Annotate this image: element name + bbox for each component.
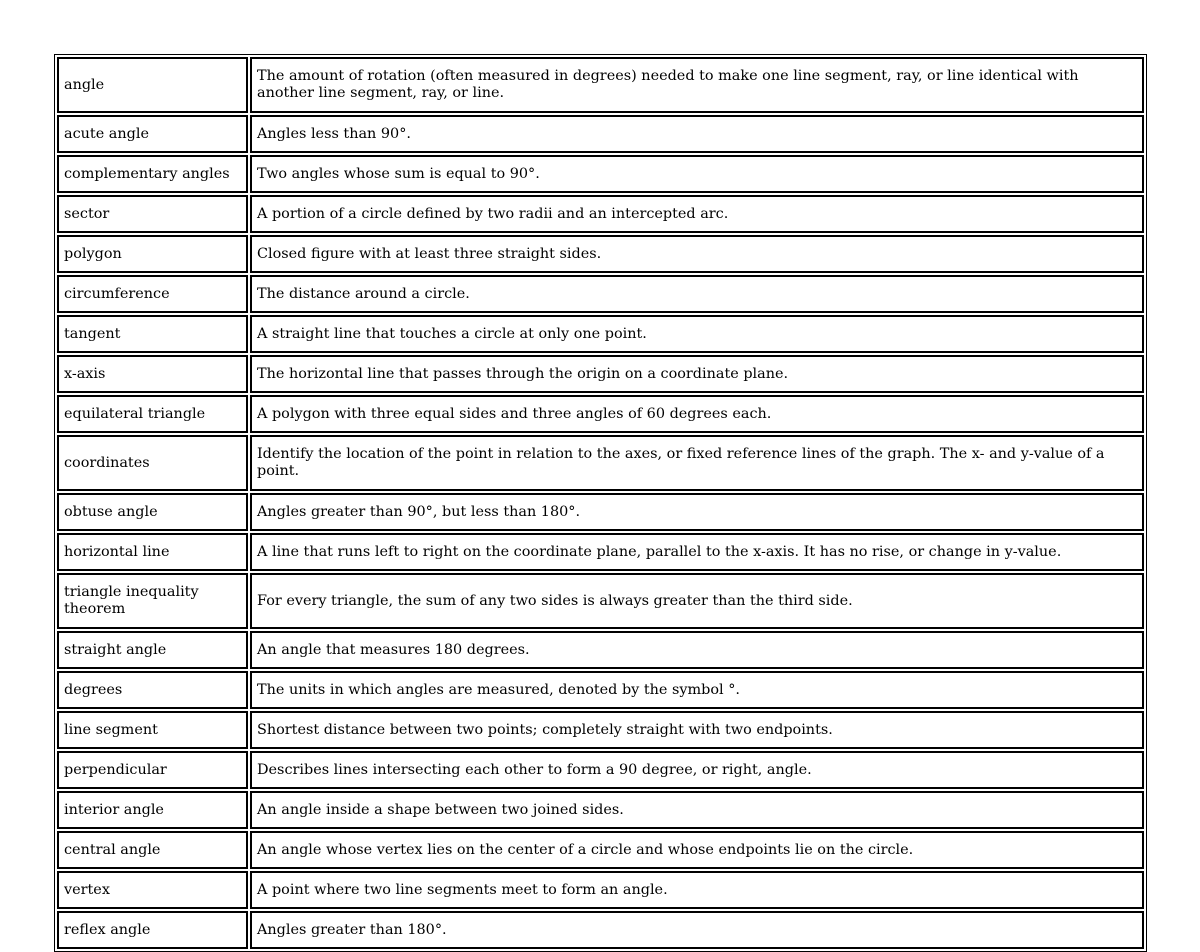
term-cell: perpendicular (57, 751, 248, 789)
table-row (57, 751, 1144, 789)
table-row (57, 493, 1144, 531)
term-cell: equilateral triangle (57, 395, 248, 433)
definition-cell: Two angles whose sum is equal to 90°. (250, 155, 1144, 193)
table-row (57, 195, 1144, 233)
term-cell: degrees (57, 671, 248, 709)
table-row (57, 235, 1144, 273)
term-cell: triangle inequality theorem (57, 573, 248, 629)
definition-cell: The distance around a circle. (250, 275, 1144, 313)
table-row (57, 395, 1144, 433)
table-row (57, 911, 1144, 949)
definition-cell: An angle that measures 180 degrees. (250, 631, 1144, 669)
table-row (57, 671, 1144, 709)
term-cell: obtuse angle (57, 493, 248, 531)
definition-cell: The amount of rotation (often measured in degrees) needed to make one line segment, ray, or line identical with another line segment, ray, or line. (250, 57, 1144, 113)
term-cell: circumference (57, 275, 248, 313)
table-row (57, 533, 1144, 571)
definition-cell: A point where two line segments meet to form an angle. (250, 871, 1144, 909)
term-cell: line segment (57, 711, 248, 749)
term-cell: straight angle (57, 631, 248, 669)
definition-cell: An angle whose vertex lies on the center of a circle and whose endpoints lie on the circle. (250, 831, 1144, 869)
term-cell: polygon (57, 235, 248, 273)
term-cell: complementary angles (57, 155, 248, 193)
term-cell: angle (57, 57, 248, 113)
term-cell: horizontal line (57, 533, 248, 571)
table-row (57, 435, 1144, 491)
definition-cell: A polygon with three equal sides and three angles of 60 degrees each. (250, 395, 1144, 433)
term-cell: vertex (57, 871, 248, 909)
definition-cell: A straight line that touches a circle at only one point. (250, 315, 1144, 353)
table-row (57, 711, 1144, 749)
table-row (57, 115, 1144, 153)
definition-cell: Identify the location of the point in relation to the axes, or fixed reference lines of the graph. The x- and y-value of a point. (250, 435, 1144, 491)
table-row (57, 57, 1144, 113)
table-row (57, 871, 1144, 909)
table-row (57, 631, 1144, 669)
table-row (57, 275, 1144, 313)
definition-cell: Angles greater than 180°. (250, 911, 1144, 949)
definition-cell: For every triangle, the sum of any two sides is always greater than the third side. (250, 573, 1144, 629)
table-row (57, 155, 1144, 193)
definition-cell: The units in which angles are measured, denoted by the symbol °. (250, 671, 1144, 709)
term-cell: sector (57, 195, 248, 233)
definition-cell: Closed figure with at least three straight sides. (250, 235, 1144, 273)
definition-cell: Shortest distance between two points; completely straight with two endpoints. (250, 711, 1144, 749)
term-cell: acute angle (57, 115, 248, 153)
glossary-table (54, 54, 1147, 952)
table-row (57, 791, 1144, 829)
table-row (57, 355, 1144, 393)
definition-cell: A line that runs left to right on the coordinate plane, parallel to the x-axis. It has no rise, or change in y-value. (250, 533, 1144, 571)
table-row (57, 831, 1144, 869)
term-cell: interior angle (57, 791, 248, 829)
term-cell: central angle (57, 831, 248, 869)
definition-cell: Angles less than 90°. (250, 115, 1144, 153)
definition-cell: Angles greater than 90°, but less than 180°. (250, 493, 1144, 531)
definition-cell: Describes lines intersecting each other to form a 90 degree, or right, angle. (250, 751, 1144, 789)
definition-cell: An angle inside a shape between two joined sides. (250, 791, 1144, 829)
term-cell: reflex angle (57, 911, 248, 949)
table-row (57, 315, 1144, 353)
term-cell: coordinates (57, 435, 248, 491)
table-row (57, 573, 1144, 629)
definition-cell: A portion of a circle defined by two radii and an intercepted arc. (250, 195, 1144, 233)
definition-cell: The horizontal line that passes through the origin on a coordinate plane. (250, 355, 1144, 393)
term-cell: tangent (57, 315, 248, 353)
glossary-body (57, 57, 1144, 949)
term-cell: x-axis (57, 355, 248, 393)
